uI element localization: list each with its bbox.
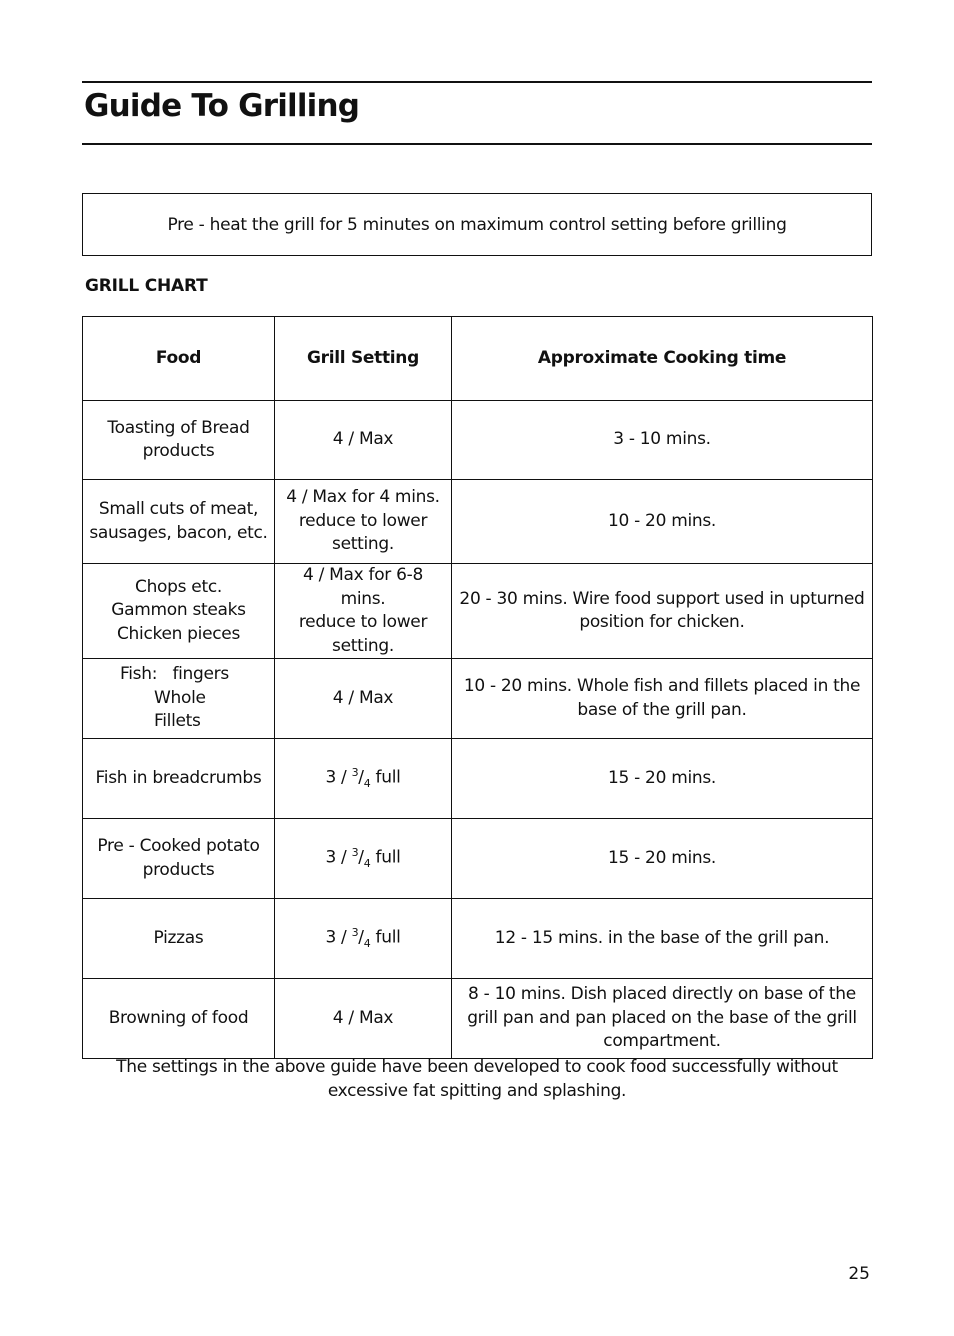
page-title: Guide To Grilling <box>84 88 360 124</box>
table-row <box>83 564 873 659</box>
time-cell: 20 - 30 mins. Wire food support used in upturned position for chicken. <box>452 564 873 659</box>
table-header-row <box>83 317 873 401</box>
table-row <box>83 979 873 1059</box>
grill-chart-table <box>82 316 873 1059</box>
footer-note: The settings in the above guide have been developed to cook food successfully without excessive fat spitting and splashing. <box>116 1057 838 1101</box>
setting-cell: $3 / ^3/_4$ full <box>275 819 452 899</box>
time-cell: 10 - 20 mins. <box>452 480 873 564</box>
food-cell: Pre - Cooked potato products <box>83 819 275 899</box>
header-grill-setting: Grill Setting <box>275 317 452 401</box>
time-cell: 10 - 20 mins. Whole fish and fillets placed in the base of the grill pan. <box>452 659 873 739</box>
title-rule <box>82 143 872 145</box>
time-cell: 3 - 10 mins. <box>452 401 873 480</box>
time-cell: 8 - 10 mins. Dish placed directly on base of the grill pan and pan placed on the base of the grill compartment. <box>452 979 873 1059</box>
header-cooking-time: Approximate Cooking time <box>452 317 873 401</box>
time-cell: 15 - 20 mins. <box>452 819 873 899</box>
setting-cell: 4 / Max for 4 mins. reduce to lower setting. <box>275 480 452 564</box>
food-cell: Chops etc. Gammon steaks Chicken pieces <box>83 564 275 659</box>
header-food: Food <box>83 317 275 401</box>
food-cell: Browning of food <box>83 979 275 1059</box>
setting-cell: $3 / ^3/_4$ full <box>275 899 452 979</box>
time-cell: 15 - 20 mins. <box>452 739 873 819</box>
table-row <box>83 819 873 899</box>
setting-cell: 4 / Max for 6-8 mins. reduce to lower setting. <box>275 564 452 659</box>
setting-cell: 4 / Max <box>275 979 452 1059</box>
table-row <box>83 739 873 819</box>
table-row <box>83 899 873 979</box>
table-row <box>83 659 873 739</box>
food-cell: Small cuts of meat, sausages, bacon, etc. <box>83 480 275 564</box>
setting-cell: 4 / Max <box>275 659 452 739</box>
table-row <box>83 401 873 480</box>
setting-cell: 4 / Max <box>275 401 452 480</box>
grill-chart-heading: GRILL CHART <box>85 276 208 296</box>
preheat-note-box <box>82 193 872 256</box>
setting-cell: $3 / ^3/_4$ full <box>275 739 452 819</box>
preheat-note-text: Pre - heat the grill for 5 minutes on maximum control setting before grilling <box>167 214 787 235</box>
page-number: 25 <box>848 1264 870 1284</box>
food-cell: Pizzas <box>83 899 275 979</box>
food-cell: Fish in breadcrumbs <box>83 739 275 819</box>
top-rule <box>82 81 872 83</box>
food-cell: Fish: fingers Whole Fillets <box>83 659 275 739</box>
table-row <box>83 480 873 564</box>
food-cell: Toasting of Bread products <box>83 401 275 480</box>
time-cell: 12 - 15 mins. in the base of the grill pan. <box>452 899 873 979</box>
